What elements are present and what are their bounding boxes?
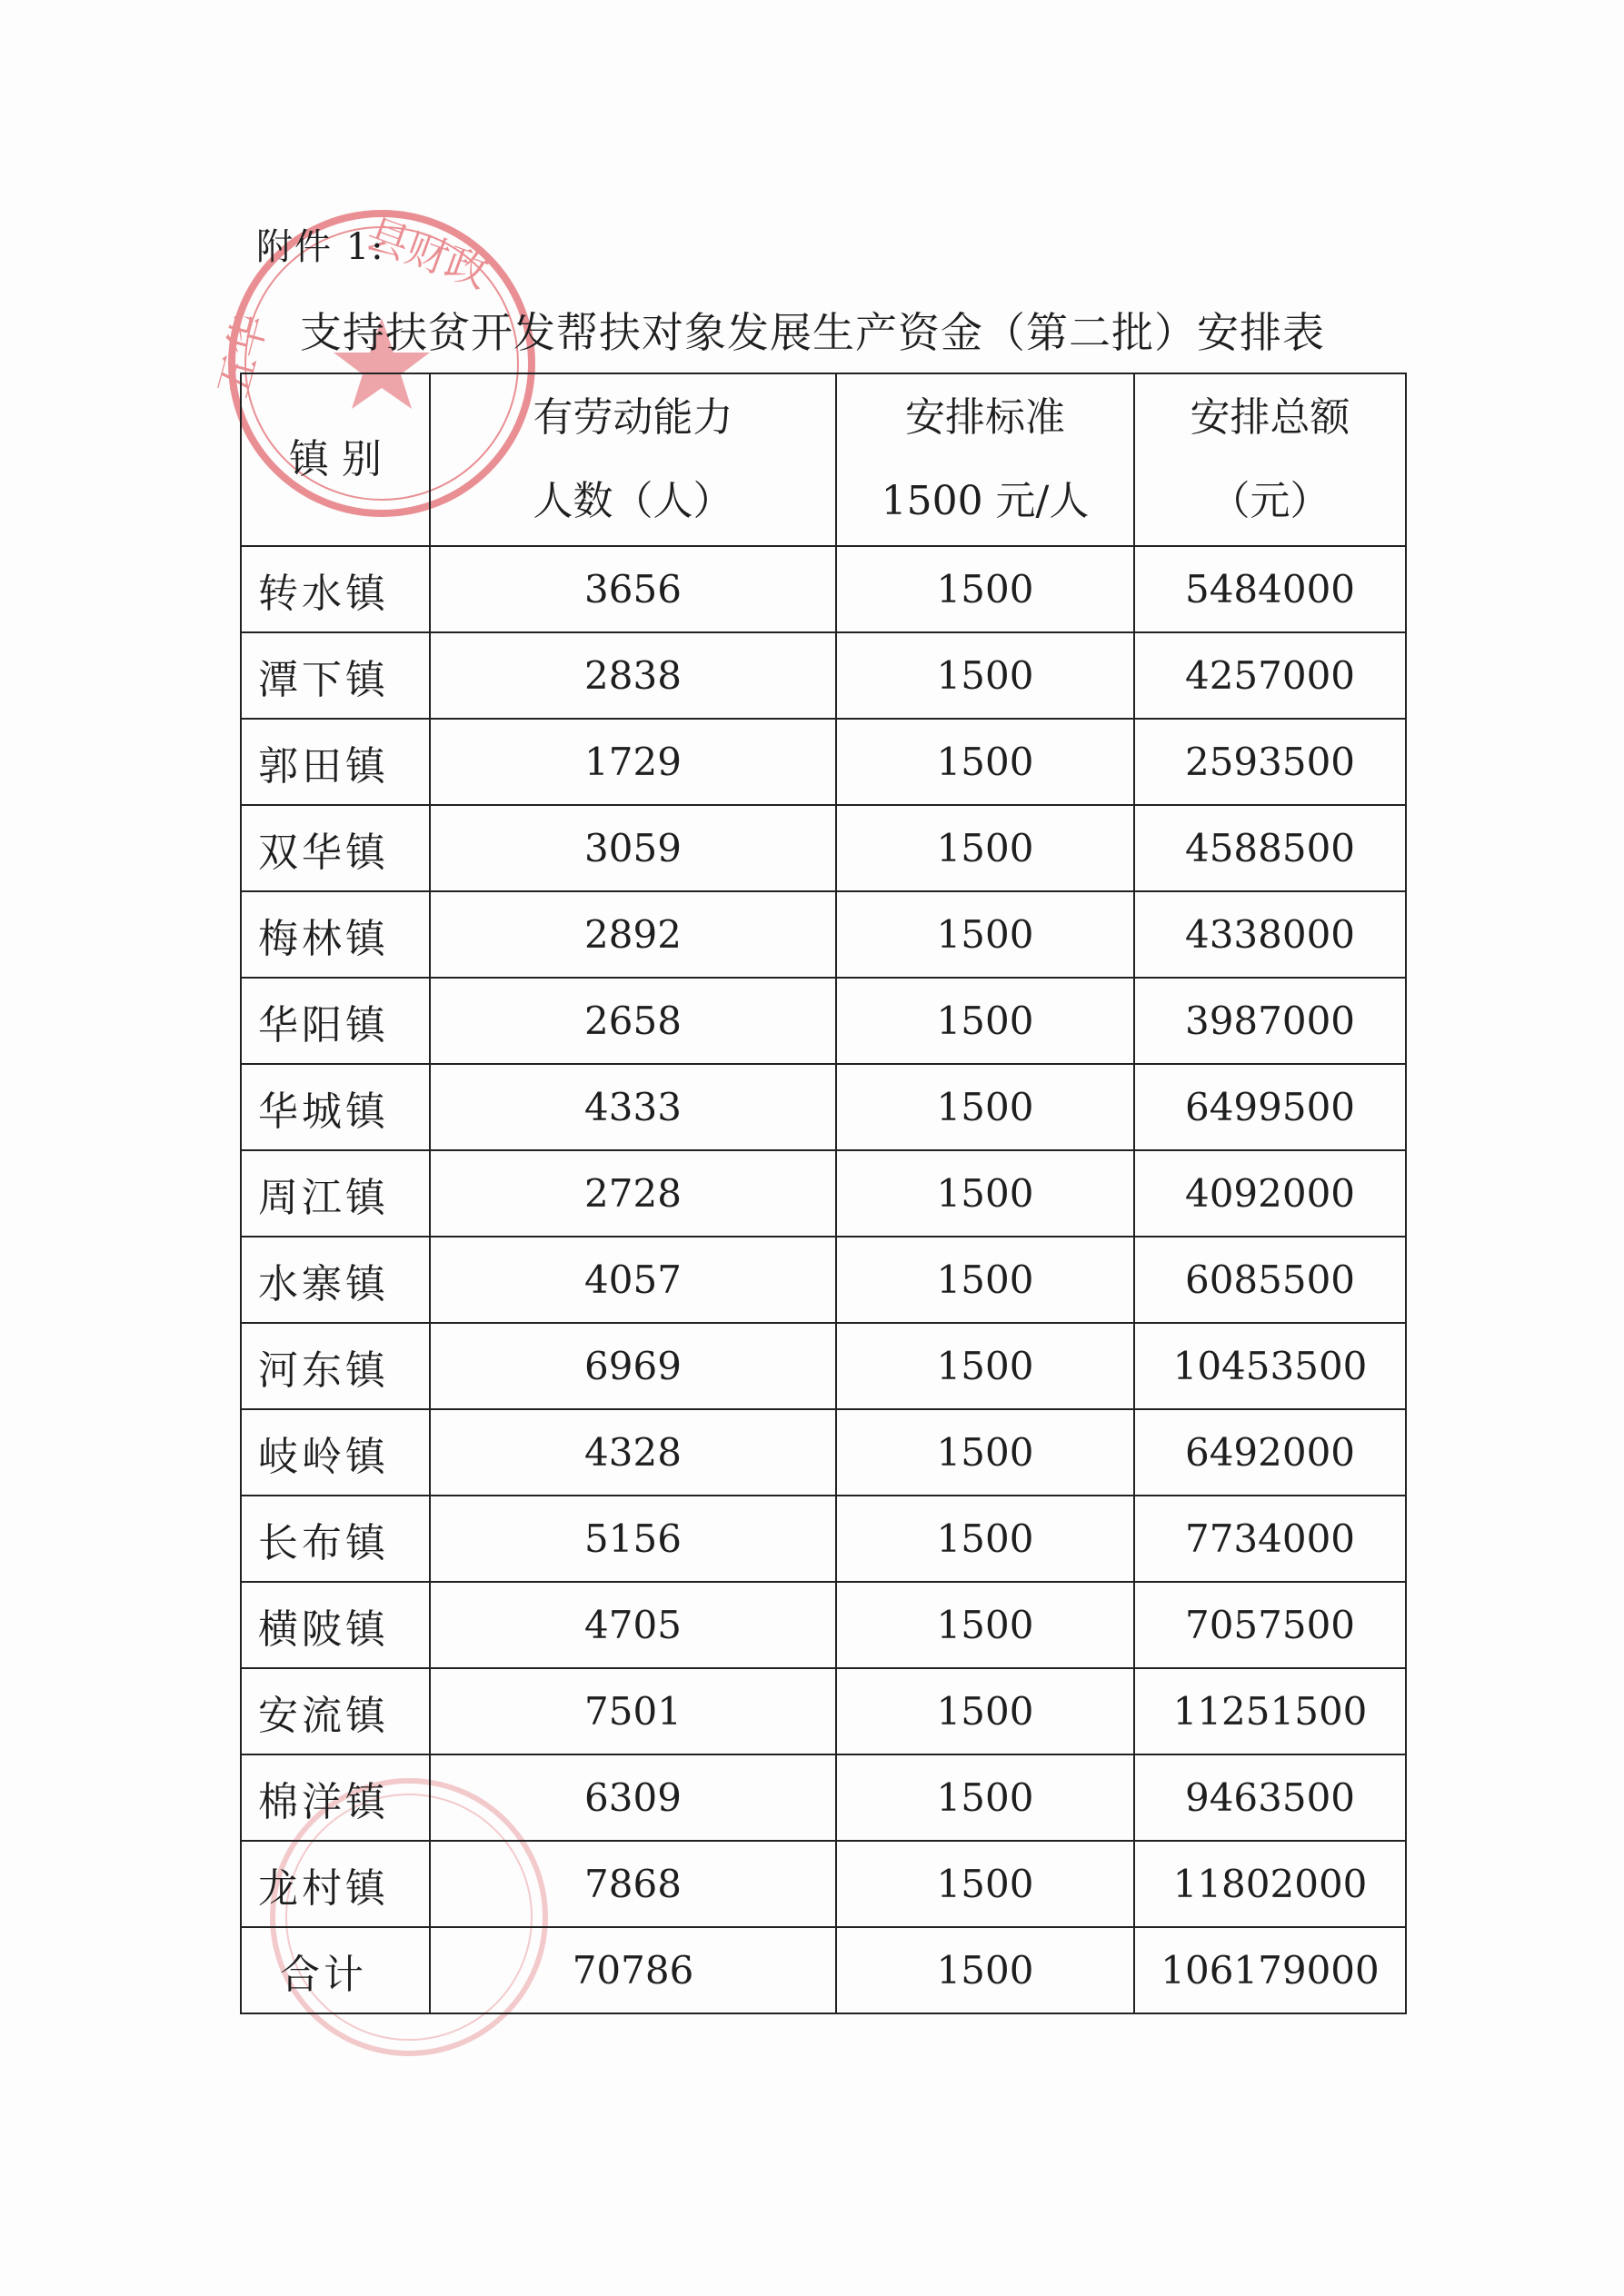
cell-total-standard: 1500: [836, 1927, 1134, 2013]
cell-total: 4092000: [1134, 1150, 1406, 1237]
cell-total: 2593500: [1134, 719, 1406, 805]
cell-people: 2658: [430, 978, 836, 1064]
header-total: 安排总额 （元）: [1134, 373, 1406, 546]
seal-text-side: 五华: [207, 309, 277, 403]
cell-town: 安流镇: [241, 1668, 430, 1754]
cell-standard: 1500: [836, 1668, 1134, 1754]
header-town: 镇 别: [241, 373, 430, 546]
cell-people: 6969: [430, 1323, 836, 1409]
cell-total: 6085500: [1134, 1237, 1406, 1323]
cell-total-label: 合计: [241, 1927, 430, 2013]
table-row: [241, 546, 1406, 632]
table-row: [241, 1754, 1406, 1841]
cell-people: 2892: [430, 891, 836, 978]
table-row: [241, 1409, 1406, 1496]
cell-standard: 1500: [836, 1496, 1134, 1582]
cell-town: 周江镇: [241, 1150, 430, 1237]
cell-total: 4588500: [1134, 805, 1406, 891]
cell-town: 长布镇: [241, 1496, 430, 1582]
seal-text-top: 县财政: [360, 208, 495, 298]
cell-standard: 1500: [836, 1409, 1134, 1496]
cell-total: 5484000: [1134, 546, 1406, 632]
table-row: [241, 1582, 1406, 1668]
cell-town: 郭田镇: [241, 719, 430, 805]
cell-town: 横陂镇: [241, 1582, 430, 1668]
table-row: [241, 632, 1406, 719]
cell-people: 4057: [430, 1237, 836, 1323]
table-row: [241, 1668, 1406, 1754]
cell-standard: 1500: [836, 1150, 1134, 1237]
table-row: [241, 1064, 1406, 1150]
cell-standard: 1500: [836, 1064, 1134, 1150]
cell-town: 岐岭镇: [241, 1409, 430, 1496]
cell-town: 华阳镇: [241, 978, 430, 1064]
table-row: [241, 805, 1406, 891]
cell-total: 6492000: [1134, 1409, 1406, 1496]
cell-people: 6309: [430, 1754, 836, 1841]
cell-town: 潭下镇: [241, 632, 430, 719]
cell-people: 2838: [430, 632, 836, 719]
cell-town: 水寨镇: [241, 1237, 430, 1323]
cell-town: 双华镇: [241, 805, 430, 891]
cell-total: 7734000: [1134, 1496, 1406, 1582]
table-row: [241, 1841, 1406, 1927]
cell-standard: 1500: [836, 546, 1134, 632]
table-row: [241, 891, 1406, 978]
cell-people: 7868: [430, 1841, 836, 1927]
table-row: [241, 719, 1406, 805]
table-row: [241, 1496, 1406, 1582]
allocation-table: [240, 373, 1407, 2014]
cell-town: 梅林镇: [241, 891, 430, 978]
cell-people: 3059: [430, 805, 836, 891]
cell-standard: 1500: [836, 805, 1134, 891]
cell-total: 6499500: [1134, 1064, 1406, 1150]
table-row: [241, 978, 1406, 1064]
header-people: 有劳动能力 人数（人）: [430, 373, 836, 546]
cell-standard: 1500: [836, 1237, 1134, 1323]
cell-total-amount: 106179000: [1134, 1927, 1406, 2013]
cell-total-people: 70786: [430, 1927, 836, 2013]
cell-town: 河东镇: [241, 1323, 430, 1409]
table-row: [241, 1323, 1406, 1409]
cell-standard: 1500: [836, 1323, 1134, 1409]
cell-standard: 1500: [836, 1754, 1134, 1841]
cell-standard: 1500: [836, 1582, 1134, 1668]
cell-total: 11251500: [1134, 1668, 1406, 1754]
cell-people: 7501: [430, 1668, 836, 1754]
cell-town: 棉洋镇: [241, 1754, 430, 1841]
attachment-label: 附件 1:: [256, 226, 385, 268]
cell-total: 10453500: [1134, 1323, 1406, 1409]
cell-standard: 1500: [836, 1841, 1134, 1927]
cell-people: 4333: [430, 1064, 836, 1150]
cell-total: 11802000: [1134, 1841, 1406, 1927]
cell-town: 华城镇: [241, 1064, 430, 1150]
cell-total: 7057500: [1134, 1582, 1406, 1668]
cell-standard: 1500: [836, 978, 1134, 1064]
cell-town: 转水镇: [241, 546, 430, 632]
table-total-row: [241, 1927, 1406, 2013]
cell-people: 4328: [430, 1409, 836, 1496]
cell-town: 龙村镇: [241, 1841, 430, 1927]
table-row: [241, 1237, 1406, 1323]
cell-standard: 1500: [836, 891, 1134, 978]
table-row: [241, 1150, 1406, 1237]
cell-standard: 1500: [836, 719, 1134, 805]
cell-people: 2728: [430, 1150, 836, 1237]
cell-total: 3987000: [1134, 978, 1406, 1064]
cell-total: 4257000: [1134, 632, 1406, 719]
table-header-row: [241, 373, 1406, 546]
header-standard: 安排标准 1500 元/人: [836, 373, 1134, 546]
cell-people: 4705: [430, 1582, 836, 1668]
cell-total: 9463500: [1134, 1754, 1406, 1841]
cell-standard: 1500: [836, 632, 1134, 719]
page-title: 支持扶贫开发帮扶对象发展生产资金（第二批）安排表: [300, 308, 1325, 357]
cell-people: 5156: [430, 1496, 836, 1582]
cell-people: 3656: [430, 546, 836, 632]
cell-total: 4338000: [1134, 891, 1406, 978]
cell-people: 1729: [430, 719, 836, 805]
